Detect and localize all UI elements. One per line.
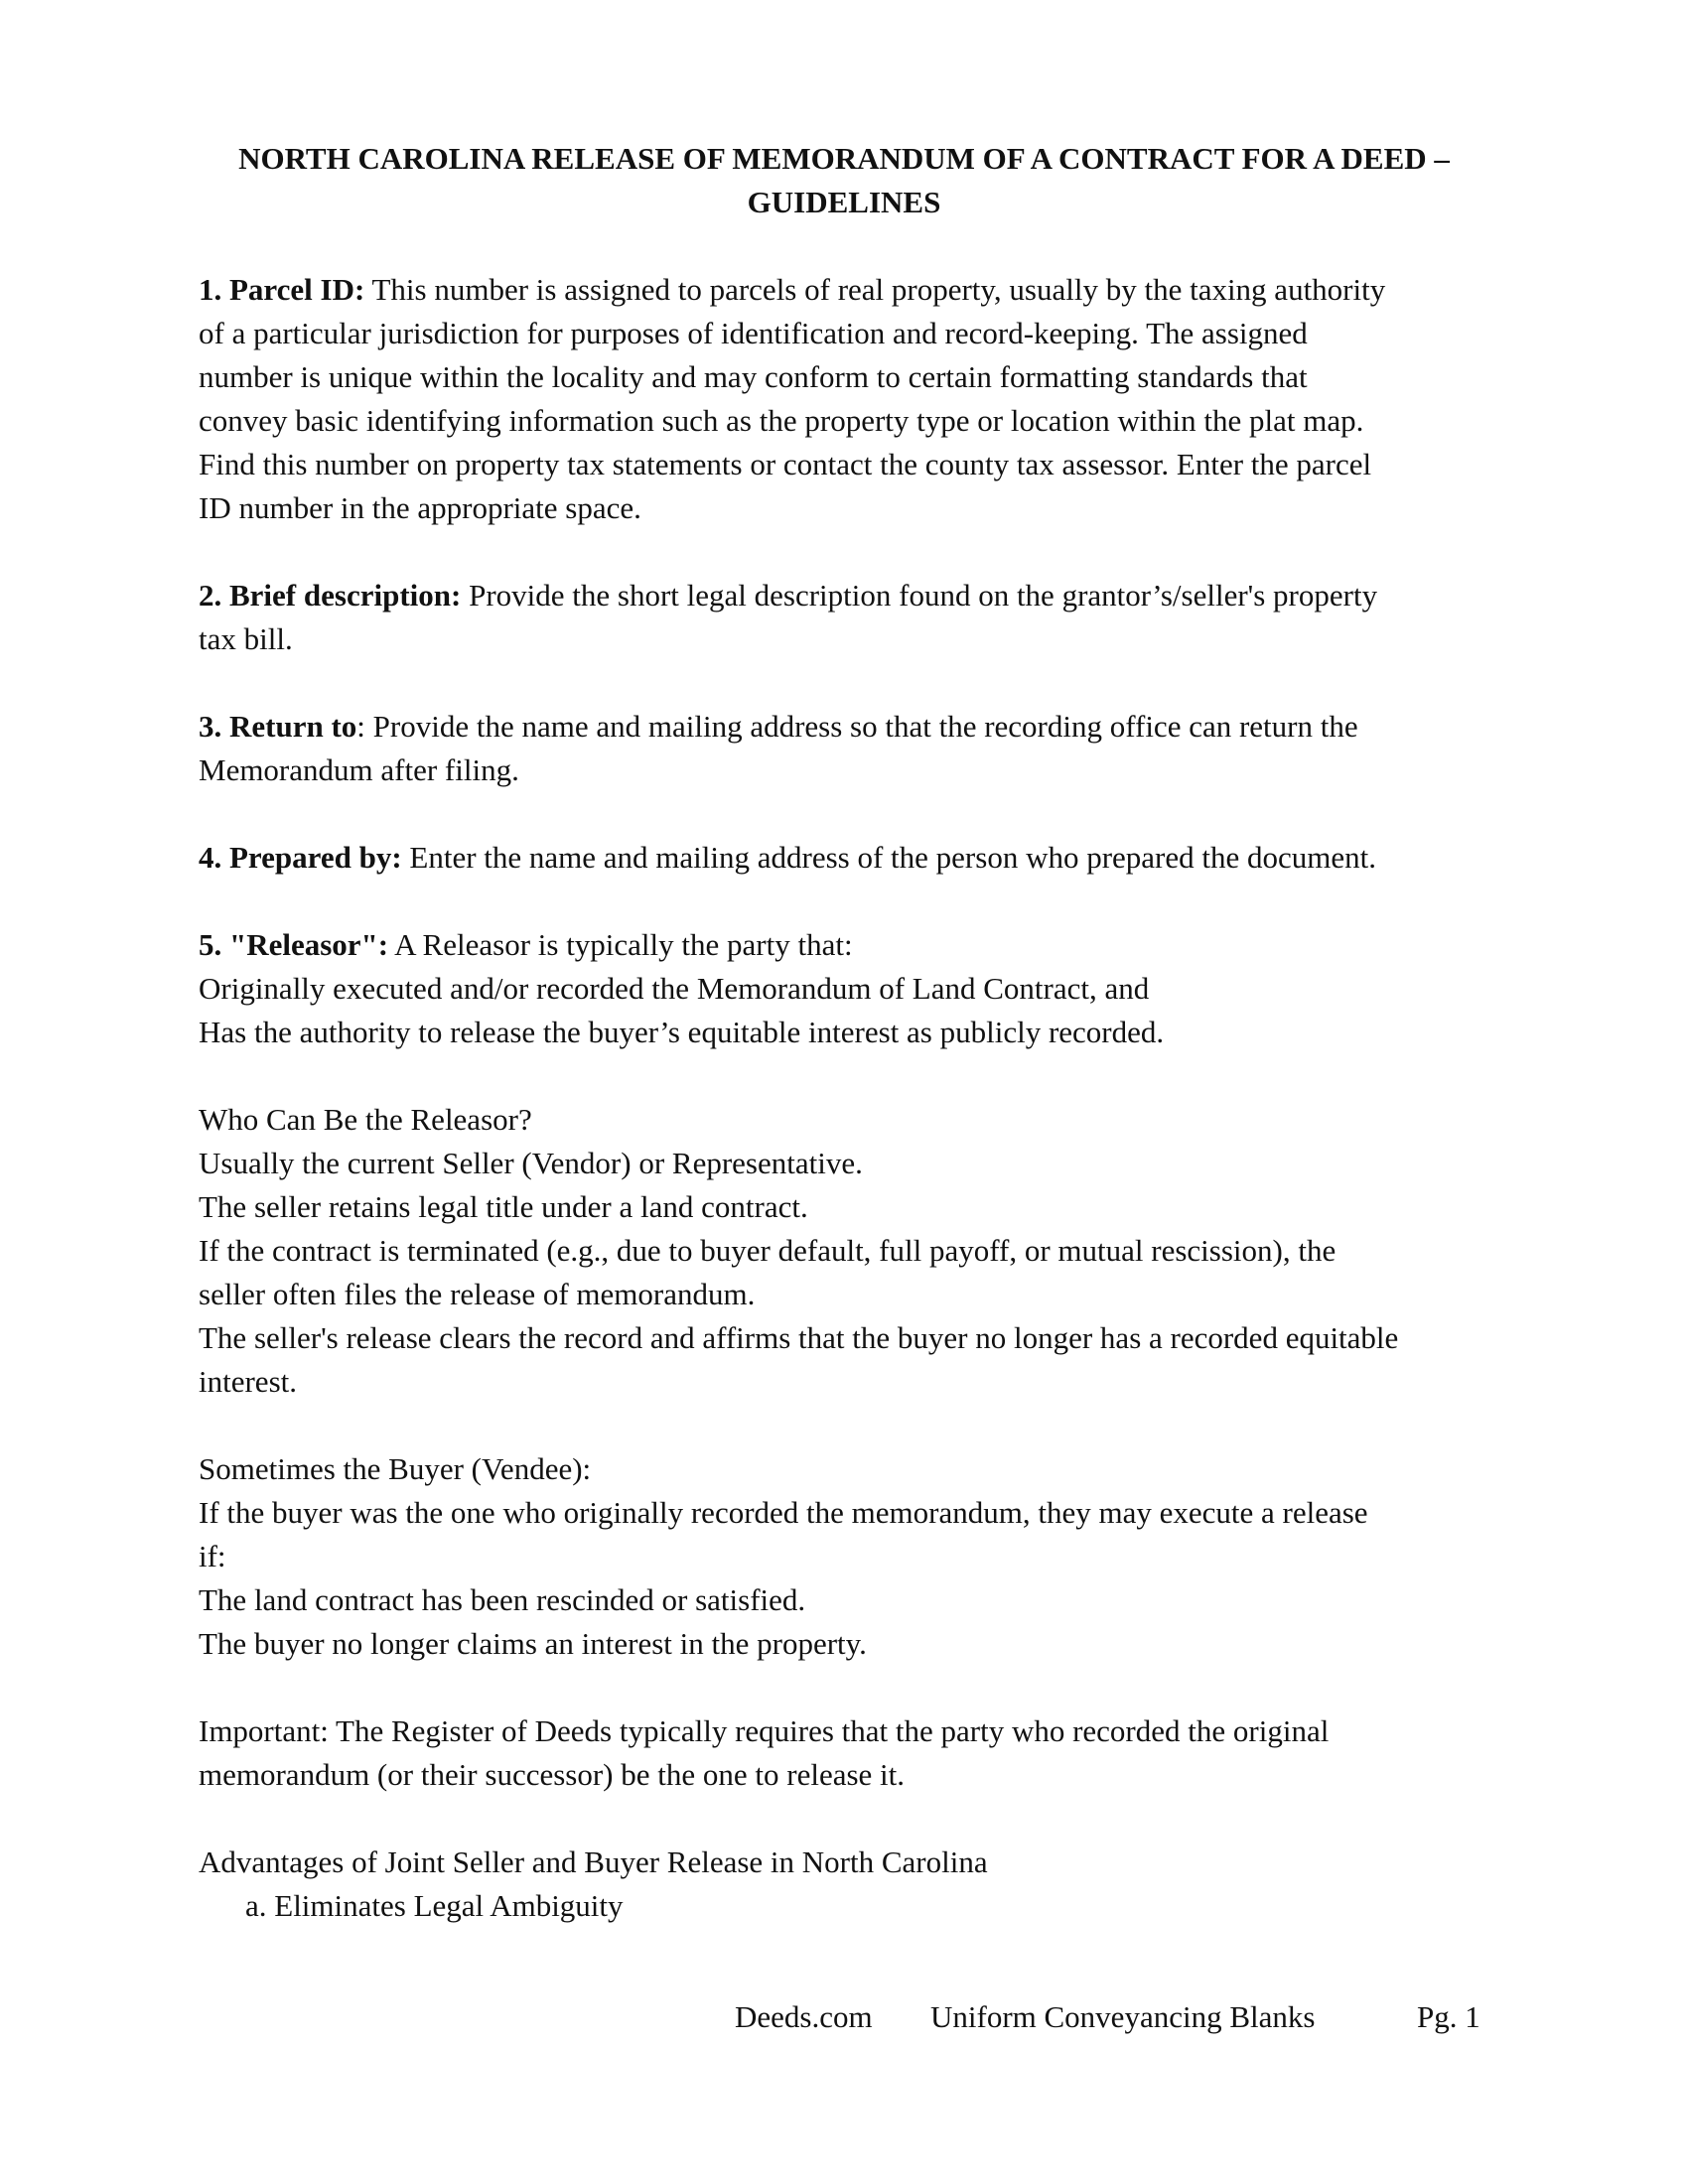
- parcel-id-line-4: convey basic identifying information such as the property type or location within the plat map.: [199, 403, 1364, 438]
- who-can-be-line-1: Who Can Be the Releasor?: [199, 1102, 532, 1137]
- parcel-id-line-3: number is unique within the locality and may conform to certain formatting standards that: [199, 359, 1308, 394]
- important-line-2: memorandum (or their successor) be the one to release it.: [199, 1757, 906, 1792]
- advantages-heading: Advantages of Joint Seller and Buyer Release in North Carolina: [199, 1844, 988, 1879]
- parcel-id-line-2: of a particular jurisdiction for purposes of identification and record-keeping. The assigned: [199, 316, 1308, 350]
- who-can-be-line-7: interest.: [199, 1364, 297, 1399]
- footer-page-number: Pg. 1: [1417, 1999, 1480, 2034]
- prepared-by-line-1: [199, 836, 1376, 880]
- brief-description-line-2: tax bill.: [199, 621, 293, 656]
- sometimes-buyer-line-3: if:: [199, 1539, 226, 1573]
- releasor-line-1: [199, 923, 853, 967]
- releasor-line-3: Has the authority to release the buyer’s equitable interest as publicly recorded.: [199, 1015, 1165, 1049]
- who-can-be-line-3: The seller retains legal title under a land contract.: [199, 1189, 808, 1224]
- who-can-be-line-6: The seller's release clears the record and affirms that the buyer no longer has a recorded equitable: [199, 1320, 1399, 1355]
- return-to-text: : Provide the name and mailing address so that the recording office can return the: [356, 709, 1358, 744]
- important-line-1: Important: The Register of Deeds typically requires that the party who recorded the original: [199, 1713, 1330, 1748]
- who-can-be-line-4: If the contract is terminated (e.g., due to buyer default, full payoff, or mutual rescission), the: [199, 1233, 1336, 1268]
- parcel-id-text: This number is assigned to parcels of real property, usually by the taxing authority: [364, 272, 1386, 307]
- parcel-id-line-5: Find this number on property tax statements or contact the county tax assessor. Enter the parcel: [199, 447, 1372, 481]
- footer-publisher: Uniform Conveyancing Blanks: [930, 1999, 1316, 2034]
- sometimes-buyer-line-1: Sometimes the Buyer (Vendee):: [199, 1451, 592, 1486]
- releasor-heading: 5. "Releasor":: [199, 927, 389, 962]
- return-to-line-2: Memorandum after filing.: [199, 752, 519, 787]
- brief-description-heading: 2. Brief description:: [199, 578, 462, 613]
- brief-description-text: Provide the short legal description found on the grantor’s/seller's property: [461, 578, 1378, 613]
- who-can-be-line-2: Usually the current Seller (Vendor) or Representative.: [199, 1146, 863, 1180]
- footer-site: Deeds.com: [735, 1999, 873, 2034]
- parcel-id-heading: 1. Parcel ID:: [199, 272, 365, 307]
- brief-description-line-1: [199, 574, 1377, 617]
- sometimes-buyer-line-4: The land contract has been rescinded or satisfied.: [199, 1582, 806, 1617]
- who-can-be-line-5: seller often files the release of memorandum.: [199, 1277, 756, 1311]
- releasor-line-2: Originally executed and/or recorded the Memorandum of Land Contract, and: [199, 971, 1150, 1006]
- advantages-item-a: a. Eliminates Legal Ambiguity: [245, 1888, 624, 1923]
- document-title-line-2: GUIDELINES: [747, 185, 941, 219]
- prepared-by-text: Enter the name and mailing address of the person who prepared the document.: [401, 840, 1376, 875]
- sometimes-buyer-line-2: If the buyer was the one who originally recorded the memorandum, they may execute a release: [199, 1495, 1368, 1530]
- parcel-id-line-1: [199, 268, 1385, 312]
- document-title-line-1: NORTH CAROLINA RELEASE OF MEMORANDUM OF A CONTRACT FOR A DEED –: [238, 141, 1450, 176]
- prepared-by-heading: 4. Prepared by:: [199, 840, 402, 875]
- parcel-id-line-6: ID number in the appropriate space.: [199, 490, 641, 525]
- return-to-heading: 3. Return to: [199, 709, 357, 744]
- return-to-line-1: [199, 705, 1358, 749]
- sometimes-buyer-line-5: The buyer no longer claims an interest in the property.: [199, 1626, 867, 1661]
- releasor-text: A Releasor is typically the party that:: [388, 927, 853, 962]
